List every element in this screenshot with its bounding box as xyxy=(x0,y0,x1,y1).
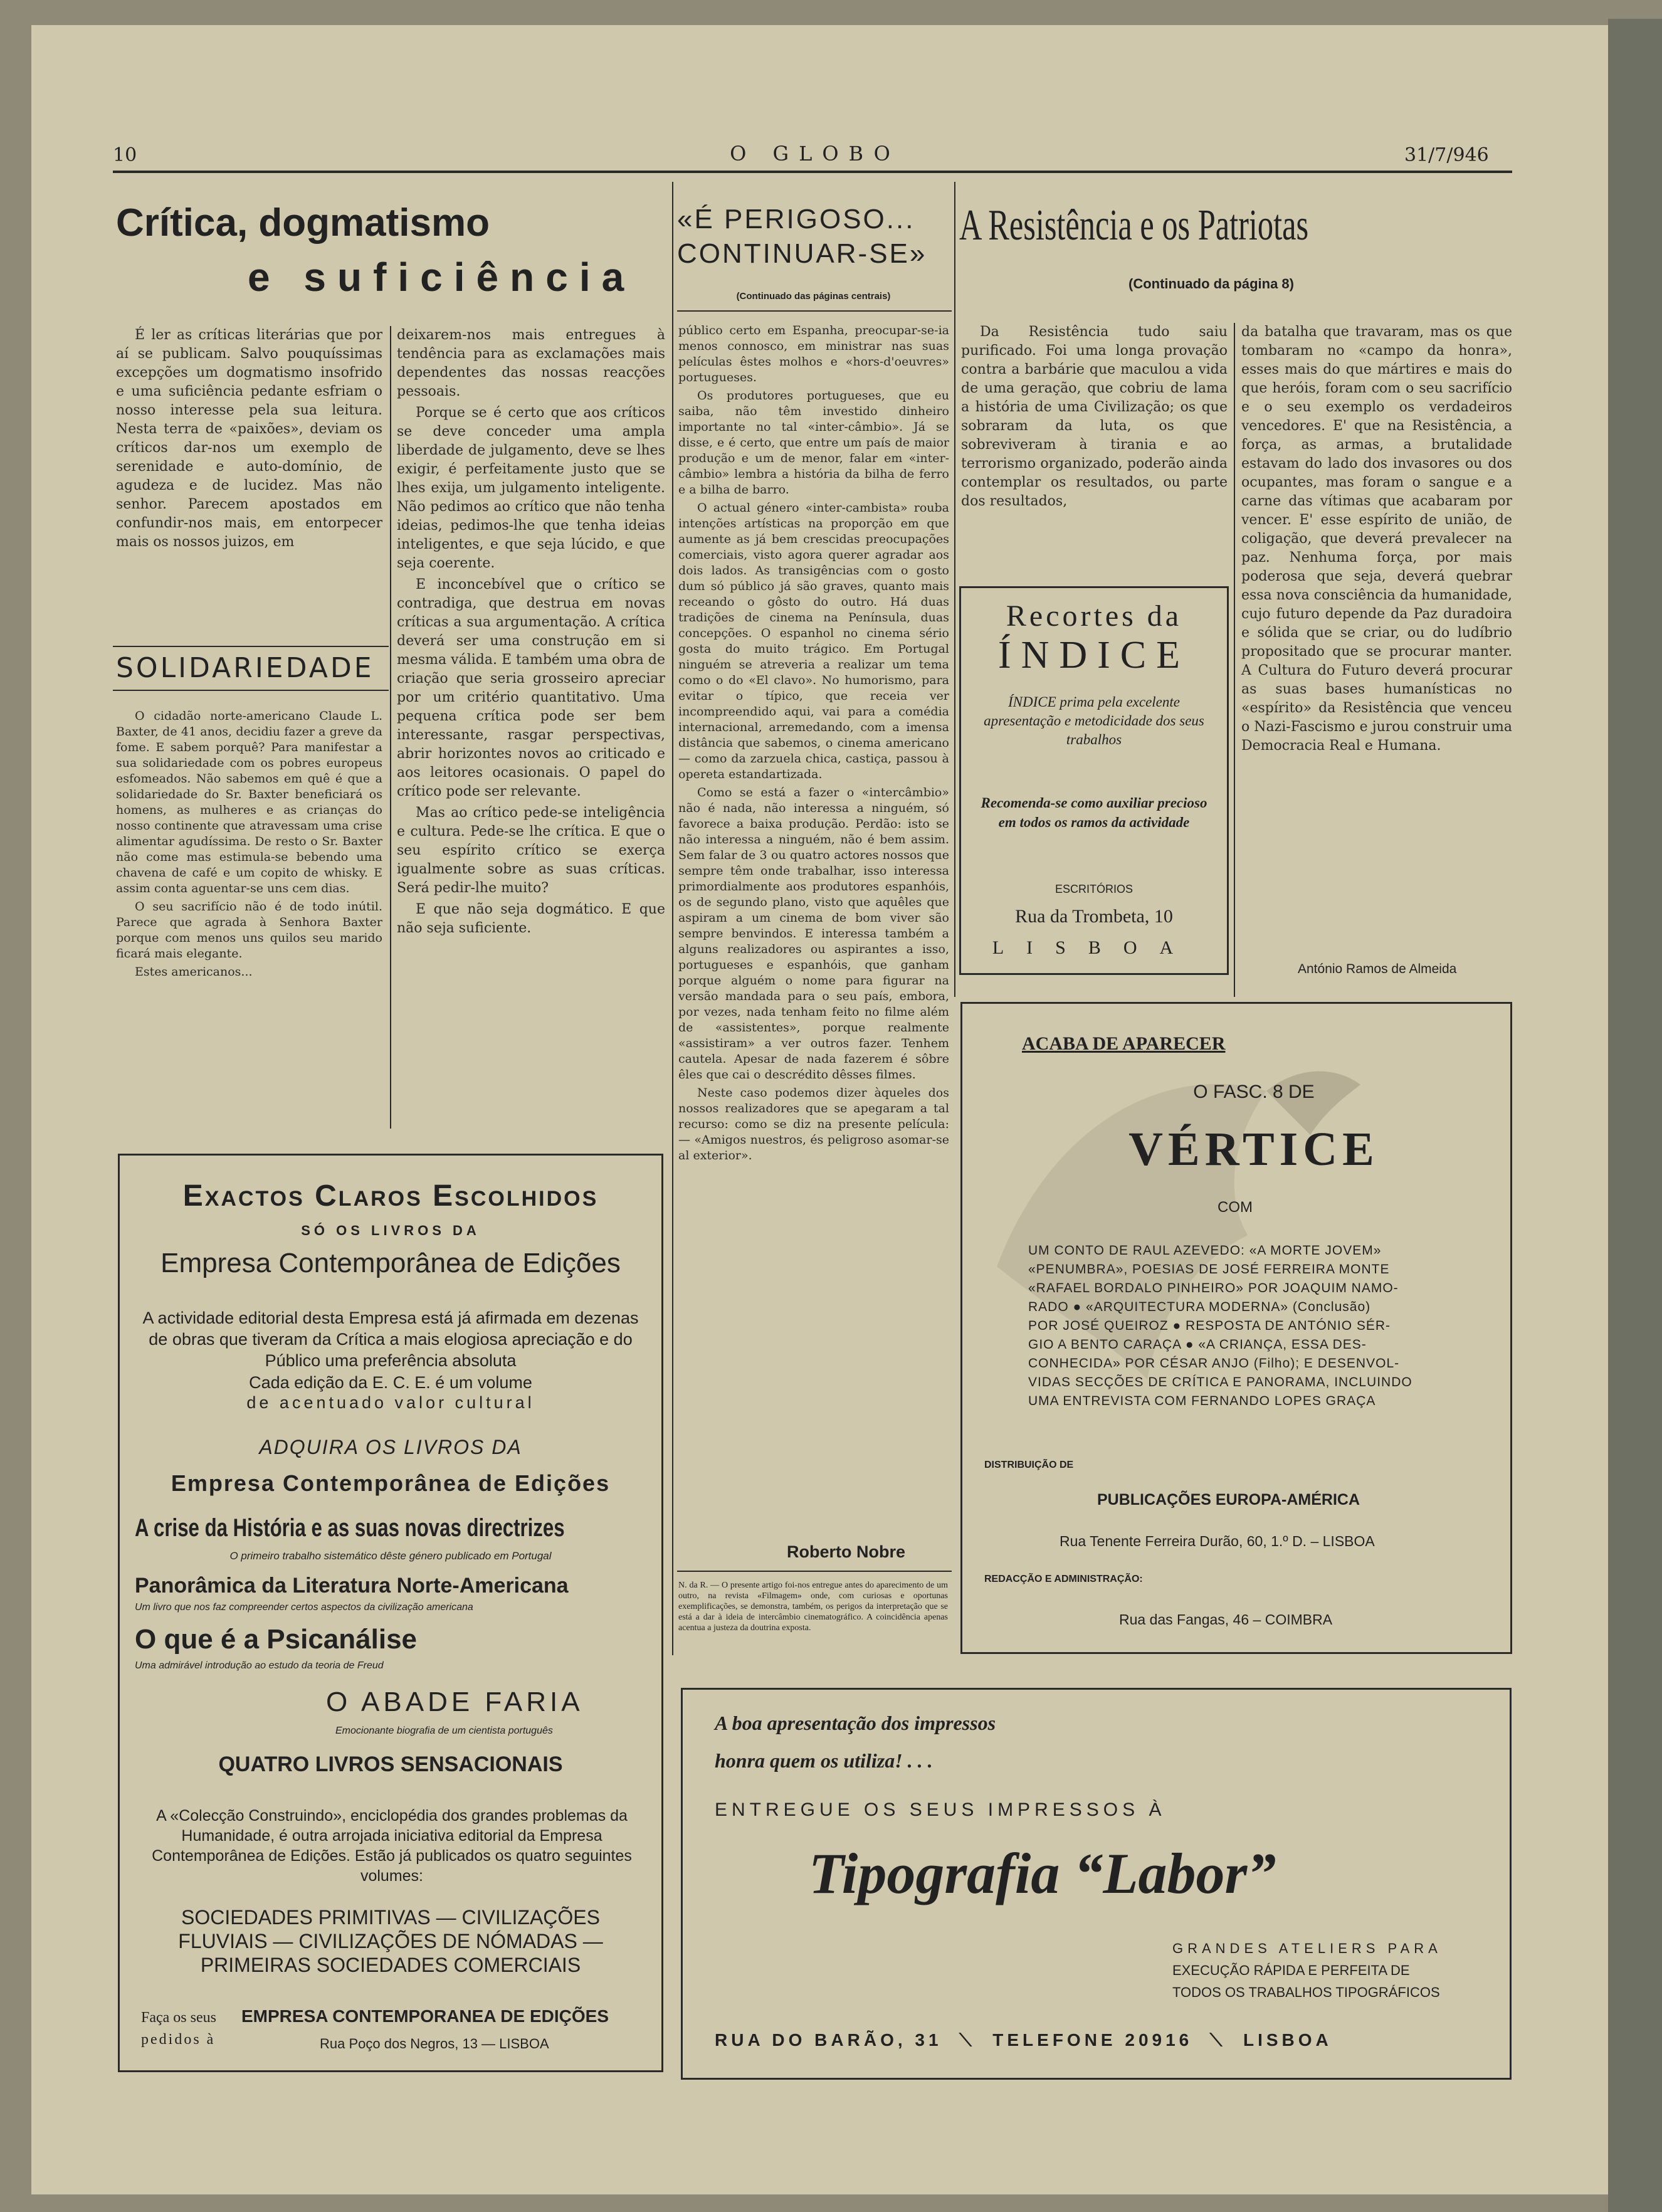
solidariedade-title: SOLIDARIEDADE xyxy=(116,652,374,684)
perigoso-author: Roberto Nobre xyxy=(787,1542,905,1561)
header-rule xyxy=(113,171,1512,173)
column-rule-4 xyxy=(1234,323,1235,997)
critica-paragraph: Porque se é certo que aos críticos se deve conceder uma ampla liberdade de julgamento, deve se lhes exigir, é perfeitamente justo que se lhes exija, um julgamento inteligente. Não pedimos ao crítico que não tenha ideias, pedimos-lhe que tenha ideias inteligentes, e que seja lúcido, e que seja coerente. xyxy=(397,405,665,571)
book-desc-4: Emocionante biografia de um cientista português xyxy=(335,1725,553,1736)
vertice-content-line: «RAFAEL BORDALO PINHEIRO» POR JOAQUIM NAMO- xyxy=(1028,1281,1399,1295)
ece-company: Empresa Contemporânea de Edições xyxy=(160,1248,621,1278)
perigoso-continued: (Continuado das páginas centrais) xyxy=(736,291,891,302)
critica-column-1 xyxy=(116,326,382,554)
solidariedade-body xyxy=(116,708,382,982)
resistencia-column-1 xyxy=(961,323,1228,514)
vertice-content-line: RADO ● «ARQUITECTURA MODERNA» (Conclusão) xyxy=(1028,1300,1371,1314)
labor-entregue: ENTREGUE OS SEUS IMPRESSOS À xyxy=(715,1799,1166,1820)
vertice-content-line: «PENUMBRA», POESIAS DE JOSÉ FERREIRA MONTE xyxy=(1028,1262,1390,1277)
vertice-contents xyxy=(1028,1241,1492,1411)
vertice-publicacoes: PUBLICAÇÕES EUROPA-AMÉRICA xyxy=(1097,1491,1360,1509)
masthead: O GLOBO xyxy=(730,142,900,166)
indice-title-2: ÍNDICE xyxy=(997,634,1191,677)
perigoso-title-2: CONTINUAR-SE» xyxy=(677,238,927,269)
perigoso-note-rule xyxy=(677,1571,952,1572)
ece-adquira: ADQUIRA OS LIVROS DA xyxy=(259,1436,522,1458)
ece-company-2: Empresa Contemporânea de Edições xyxy=(171,1470,611,1496)
solidariedade-top-rule xyxy=(113,646,389,647)
critica-paragraph: E inconcebível que o crítico se contradiga, que destrua em novas críticas a sua argumentação. A crítica deverá ser uma construção em si mesma válida. E também uma obra de criação que seria grosseiro apreciar por um critério quantitativo. Uma pequena crítica pode ser bem interessante, rasgar perspectivas, abrir horizontes novos ao criticado e aos leitores ocasionais. O papel do crítico pode ser relevante. xyxy=(397,577,665,799)
critica-paragraph: E que não seja dogmático. E que não seja suficiente. xyxy=(397,902,665,936)
ece-title: Exactos Claros Escolhidos xyxy=(182,1179,599,1213)
labor-script-2: honra quem os utiliza! . . . xyxy=(715,1749,933,1772)
critica-title-line1: Crítica, dogmatismo xyxy=(116,201,490,245)
labor-name: Tipografia “Labor” xyxy=(809,1841,1276,1905)
ece-volume-line-2: FLUVIAIS — CIVILIZAÇÕES DE NÓMADAS — xyxy=(178,1930,603,1952)
vertice-acaba: ACABA DE APARECER xyxy=(1022,1033,1226,1054)
solidariedade-paragraph: Estes americanos... xyxy=(135,965,253,979)
indice-city: LISBOA xyxy=(992,937,1196,958)
perigoso-paragraph: Os produtores portugueses, que eu saiba, não têm investido dinheiro importante no tal «inter-câmbio». Já se disse, e é certo, que entre um país de maior produção e um de menor, falar em «inter-câmbio» lembra a história da bilha de ferro e a bilha de barro. xyxy=(678,389,949,497)
ece-faca: Faça os seus xyxy=(141,2009,216,2026)
critica-paragraph: É ler as críticas literárias que por aí se publicam. Salvo pouquíssimas excepções um dogmatismo insofrido e uma suficiência pedante esfriam o nosso interesse pela sua leitura. Nesta terra de «paixões», deviam os críticos dar-nos um exemplo de serenidade e auto-domínio, de agudeza e de lucidez. Mas não senhor. Parecem apostados em confundir-nos mais, em entorpecer mais os nossos juizos, em xyxy=(116,327,382,550)
issue-date: 31/7/946 xyxy=(1404,144,1489,166)
vertice-com: COM xyxy=(1218,1199,1253,1216)
page-number: 10 xyxy=(113,144,137,166)
vertice-pub-address: Rua Tenente Ferreira Durão, 60, 1.º D. – LISBOA xyxy=(1060,1533,1375,1549)
labor-execucao: EXECUÇÃO RÁPIDA E PERFEITA DE xyxy=(1172,1962,1410,1978)
book-desc-2: Um livro que nos faz compreender certos aspectos da civilização americana xyxy=(135,1602,473,1613)
ece-footer-company: EMPRESA CONTEMPORANEA DE EDIÇÕES xyxy=(241,2006,609,2026)
vertice-content-line: VIDAS SECÇÕES DE CRÍTICA E PANORAMA, INCLUINDO xyxy=(1028,1375,1412,1389)
perigoso-paragraph: Neste caso podemos dizer àqueles dos nossos realizadores que se apegaram a tal recurso: como se diz na presente película: — «Amigos nuestros, és peligroso asomar-se al exterior». xyxy=(678,1086,949,1162)
book-title-2: Panorâmica da Literatura Norte-Americana xyxy=(135,1574,569,1598)
critica-paragraph: deixarem-nos mais entregues à tendência para as exclamações mais dependentes das nossas reacções pessoais. xyxy=(397,327,665,399)
column-rule-3 xyxy=(954,182,955,997)
indice-title-1: Recortes da xyxy=(1006,599,1182,633)
critica-column-2 xyxy=(397,326,665,940)
perigoso-editorial-note: N. da R. — O presente artigo foi-nos entregue antes do aparecimento de um outro, na revista «Filmagem» onde, com curiosas e oportunas exemplificações, se demonstra, também, os perigos da interpretação que se está a dar à ideia de intercâmbio cinematográfico. A coincidência apenas acentua a justeza da doutrina exposta. xyxy=(678,1581,948,1633)
indice-text-2: Recomenda-se como auxiliar precioso em todos os ramos da actividade xyxy=(981,795,1207,830)
vertice-redaccao: REDACÇÃO E ADMINISTRAÇÃO: xyxy=(984,1574,1143,1584)
resistencia-title: A Resistência e os Patriotas xyxy=(959,201,1309,250)
vertice-content-line: CONHECIDA» POR CÉSAR ANJO (Filho); E DESENVOL- xyxy=(1028,1356,1400,1371)
book-title-3: O que é a Psicanálise xyxy=(135,1624,418,1655)
perigoso-title-1: «É PERIGOSO... xyxy=(677,204,915,234)
vertice-fasc: O FASC. 8 DE xyxy=(1193,1082,1315,1102)
indice-text-1: ÍNDICE prima pela excelente apresentação e metodicidade dos seus trabalhos xyxy=(984,694,1204,747)
column-rule-1 xyxy=(390,326,391,1129)
book-title-1: A crise da História e as suas novas directrizes xyxy=(135,1514,565,1542)
vertice-content-line: POR JOSÉ QUEIROZ ● RESPOSTA DE ANTÓNIO SÉR- xyxy=(1028,1319,1391,1333)
ece-intro: A actividade editorial desta Empresa está já afirmada em dezenas de obras que tiveram da Crítica a mais elogiosa apreciação e do Público uma preferência absoluta xyxy=(142,1309,639,1370)
book-desc-1: O primeiro trabalho sistemático dêste género publicado em Portugal xyxy=(229,1550,552,1562)
perigoso-body xyxy=(678,323,949,1166)
vertice-content-line: UM CONTO DE RAUL AZEVEDO: «A MORTE JOVEM» xyxy=(1028,1243,1382,1258)
resistencia-continued: (Continuado da página 8) xyxy=(1128,276,1294,292)
vertice-content-line: UMA ENTREVISTA COM FERNANDO LOPES GRAÇA xyxy=(1028,1394,1376,1408)
ece-footer-address: Rua Poço dos Negros, 13 — LISBOA xyxy=(320,2036,549,2051)
ece-coleccao: A «Colecção Construindo», enciclopédia dos grandes problemas da Humanidade, é outra arrojada iniciativa editorial da Empresa Contemporânea de Edições. Estão já publicados os quatro seguintes volumes: xyxy=(152,1807,632,1885)
next-page-edge xyxy=(1608,19,1662,2212)
perigoso-paragraph: O actual género «inter-cambista» rouba intenções artísticas na proporção em que aumente as já bem crescidas preocupações comerciais, visto agora querer agradar aos dois lados. As transigências com o gosto dum só público já são graves, quanto mais receando o gôsto do outro. Há duas tradições de cinema na Península, duas concepções. O espanhol no cinema sério gosta do muito trágico. Em Portugal ninguém se atreveria a realizar um tema como o do «El clavo». No humorismo, para evitar o típico, que receia ver incompreendido aqui, vai para a comédia internacional, arremedando, com a imensa distância que sabemos, o cinema americano — como da zarzuela chica, castiça, passou à opereta estandartizada. xyxy=(678,501,949,781)
ece-edition: Cada edição da E. C. E. é um volume xyxy=(249,1373,532,1392)
solidariedade-paragraph: O cidadão norte-americano Claude L. Baxter, de 41 anos, decidiu fazer a greve da fome. E sabem porquê? Para manifestar a sua solidariedade com os pobres europeus esfomeados. Não sabemos em quê é que a solidariedade do Sr. Baxter beneficiará os homens, as mulheres e as crianças do nosso continente que atravessam uma crise alimentar agudíssima. De resto o Sr. Baxter não come mas estimula-se bebendo uma chavena de café e um copito de whisky. E assim conta aguentar-se uns cem dias. xyxy=(116,709,382,895)
ece-volume-line-1: SOCIEDADES PRIMITIVAS — CIVILIZAÇÕES xyxy=(181,1906,600,1929)
vertice-distribuicao: DISTRIBUIÇÃO DE xyxy=(984,1460,1074,1470)
ece-quatro-livros: QUATRO LIVROS SENSACIONAIS xyxy=(218,1752,563,1776)
resistencia-author: António Ramos de Almeida xyxy=(1298,962,1457,976)
vertice-title: VÉRTICE xyxy=(1128,1123,1379,1176)
critica-paragraph: Mas ao crítico pede-se inteligência e cultura. Pede-se lhe crítica. E que o seu espírito crítico se exerça igualmente sobre as suas críticas. Será pedir-lhe muito? xyxy=(397,805,665,896)
ece-subtitle: SÓ OS LIVROS DA xyxy=(301,1223,480,1238)
book-desc-3: Uma admirável introdução ao estudo da teoria de Freud xyxy=(135,1660,384,1671)
resistencia-paragraph: da batalha que travaram, mas os que tombaram no «campo da honra», esses mais do que mártires e mais do que heróis, foram com o seu sacrifício e o seu exemplo os verdadeiros vencedores. E' que na Resistência, a força, as armas, a brutalidade estavam do lado dos invasores ou dos ocupantes, mas foram o sangue e a carne das vítimas que acabaram por vencer. E' esse espírito de união, de coligação, que deverá prevalecer na paz. Nenhuma força, por mais poderosa que seja, deverá quebrar essa nova consciência da humanidade, cujo futuro depende da Paz duradoira e sólida que se criar, ou do ludíbrio propositado que se procurar manter. A Cultura do Futuro deverá procurar as suas bases humanísticas no «espírito» da Resistência que venceu o Nazi-Fascismo e jurou construir uma Democracia Real e Humana. xyxy=(1241,324,1512,754)
book-title-4: O ABADE FARIA xyxy=(326,1687,584,1717)
ece-volume-line-3: PRIMEIRAS SOCIEDADES COMERCIAIS xyxy=(200,1954,581,1976)
critica-title-line2: e suficiência xyxy=(248,255,636,300)
labor-script-1: A boa apresentação dos impressos xyxy=(715,1712,996,1734)
perigoso-title-rule xyxy=(677,310,952,312)
labor-footer: RUA DO BARÃO, 31 ⟍ TELEFONE 20916 ⟍ LISBOA xyxy=(715,2030,1332,2050)
ece-pedidos: pedidos à xyxy=(141,2031,216,2048)
solidariedade-bottom-rule xyxy=(113,690,389,691)
indice-address: Rua da Trombeta, 10 xyxy=(1015,906,1173,927)
vertice-red-address: Rua das Fangas, 46 – COIMBRA xyxy=(1119,1611,1333,1628)
resistencia-paragraph: Da Resistência tudo saiu purificado. Foi uma longa provação contra a barbárie que maculou a vida de uma geração, que cobriu de lama a história de uma Civilização; os que sobraram da luta, os que sobreviveram à tirania e ao terrorismo organizado, poderão ainda contemplar os resultados, ou parte dos resultados, xyxy=(961,324,1228,509)
solidariedade-paragraph: O seu sacrifício não é de todo inútil. Parece que agrada à Senhora Baxter porque com menos uns quilos seu marido ficará mais elegante. xyxy=(116,900,382,961)
perigoso-paragraph: público certo em Espanha, preocupar-se-ia menos connosco, em ministrar nas suas películas êstes molhos e «hors-d'oeuvres» portugueses. xyxy=(678,324,949,384)
ece-value: de acentuado valor cultural xyxy=(246,1393,535,1412)
column-rule-2 xyxy=(672,182,673,1655)
resistencia-column-2 xyxy=(1241,323,1512,758)
vertice-content-line: GIO A BENTO CARAÇA ● «A CRIANÇA, ESSA DES- xyxy=(1028,1337,1367,1352)
indice-escritorios: ESCRITÓRIOS xyxy=(1055,883,1133,895)
labor-grandes: GRANDES ATELIERS PARA xyxy=(1172,1941,1442,1956)
perigoso-paragraph: Como se está a fazer o «intercâmbio» não é nada, não interessa a ninguém, só favorece a baixa produção. Perdão: isto se não interessa a ninguém, não é bem assim. Sem falar de 3 ou quatro actores nossos que sempre têm onde trabalhar, isso interessa primordialmente aos produtores espanhóis, os de segundo plano, visto que aquêles que aspiram a um cinema de bom viver são sempre benvindos. E interessa também a alguns realizadores ou aspirantes a isso, portugueses e espanhóis, que ganham porque alguém o nome para figurar na versão mandada para o seu país, embora, por vezes, nada tenham feito no filme além de «assistentes», porque realmente «assistiram» a ver outros fazer. Tenhem cautela. Apesar de nada fazerem é sôbre êles que cai o descrédito dêsses filmes. xyxy=(678,786,949,1082)
labor-todos: TODOS OS TRABALHOS TIPOGRÁFICOS xyxy=(1172,1984,1440,2000)
